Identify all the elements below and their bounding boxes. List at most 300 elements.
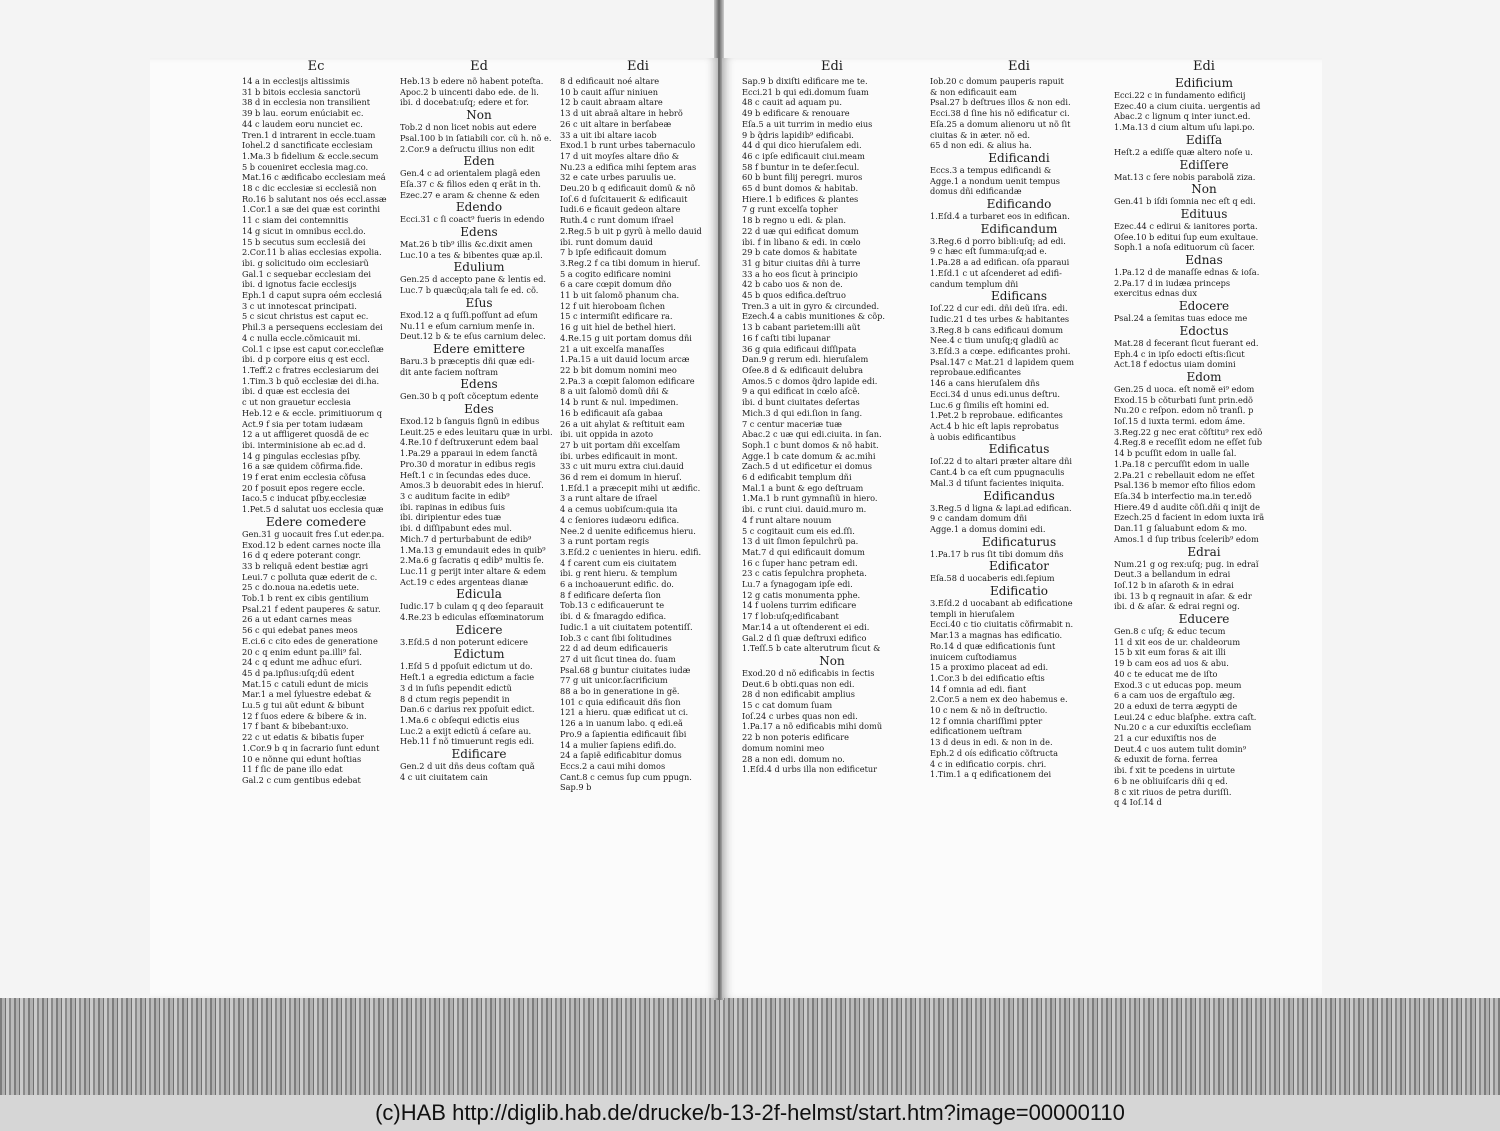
entry-line: 1.Cor.1 a sæ dei quæ est corinthi xyxy=(242,204,380,215)
entry-line: 6 d edificabit templum dñi xyxy=(742,472,852,483)
entry-line: 3.Eſd.5 d non poterunt edicere xyxy=(400,636,528,647)
running-head: Edi xyxy=(1008,59,1030,74)
entry-line xyxy=(242,204,390,215)
entry-line: Psal.147 c Mat.21 d lapidem quem xyxy=(930,356,1074,367)
entry-line: 16 a sæ quidem cõfirma.fide. xyxy=(242,461,363,472)
entry-line: Eſa.58 d uocaberis edi.ſepium xyxy=(930,573,1055,584)
entry-line xyxy=(242,504,390,515)
entry-line: Dan.9 g rerum edi. hieruſalem xyxy=(742,354,869,365)
headword: Non xyxy=(1191,182,1217,197)
entry-line: 1.Eſd.1 c ut aſcenderet ad edifi- xyxy=(930,267,1062,278)
entry-line: Mar.14 a ut oſtenderent ei edi. xyxy=(742,621,870,632)
entry-line: 1.Eſd.1 a præcepit mihi ut ædific. xyxy=(560,482,701,493)
entry-line: 15 b secutus sum ecclesiã dei xyxy=(242,236,366,247)
entry-line: 1.Tim.1 a q edificationem dei xyxy=(930,769,1052,780)
entry-line: 1.Pa.17 a nõ edificabis mihi domũ xyxy=(742,721,883,732)
entry-line: Eſa.34 b interfectio ma.in ter.edõ xyxy=(1114,490,1252,501)
running-head: Ec xyxy=(307,59,325,74)
entry-line: 7 b ipſe edificauit domum xyxy=(560,247,667,258)
entry-line: 11 b uit ſalomõ phanum cha. xyxy=(560,290,680,301)
entry-line: dit ante faciem noſtram xyxy=(400,366,499,377)
entry-line: 77 g uit unicor.ſacrificium xyxy=(560,675,668,686)
entry-line: 2.Pa.3 a cœpit ſalomon edificare xyxy=(560,375,695,386)
running-head-spacer xyxy=(242,58,390,76)
entry-line xyxy=(242,311,390,322)
entry-line: Phil.3 a persequens ecclesiam dei xyxy=(242,322,383,333)
entry-line: 39 b lau. eorum enúciabit ec. xyxy=(242,108,364,119)
entry-line: 14 b pcuſſit edom in ualle ſal. xyxy=(1114,448,1237,459)
entry-line: Eph.4 c in ipſo edocti eſtis:ſicut xyxy=(1114,348,1245,359)
entry-line: 14 a in ecclesijs altissimis xyxy=(242,76,350,86)
column-5 xyxy=(742,58,922,998)
entry-line xyxy=(242,247,390,258)
entry-line: 2.Cor.5 a nem ex deo habemus e. xyxy=(930,694,1068,705)
entry-line: 11 f ſic de pane illo edat xyxy=(242,764,343,775)
entry-line: Exod.12 b ſanguis ſignũ in edibus xyxy=(400,416,540,427)
entry-line: 1.Teſſ.5 b cate alterutrum ſicut & xyxy=(742,643,881,654)
entry-line xyxy=(242,408,390,419)
entry-line: 1.Ma.6 c obſequi edictis eius xyxy=(400,714,520,725)
entry-line xyxy=(242,140,390,151)
entry-line: Sap.9 b dixiſti edificare me te. xyxy=(742,76,868,86)
entry-line: 29 b cate domos & habitate xyxy=(742,247,857,258)
entry-line: 13 b cabant parietem:illi aũt xyxy=(742,322,861,333)
entry-line: edificationem ueſtram xyxy=(930,726,1022,737)
entry-line: Nu.20 c reſpon. edom nõ tranſi. p xyxy=(1114,405,1254,416)
scanner-noise-band xyxy=(0,998,1500,1095)
headword: Edocere xyxy=(1178,299,1230,314)
entry-line: Soph.1 c bunt domos & nõ habit. xyxy=(742,439,879,450)
entry-line: Ecci.38 d ſine his nõ edificatur ci. xyxy=(930,108,1070,119)
entry-line: Gal.2 d ſi quæ deſtruxi edifico xyxy=(742,632,867,643)
entry-line: 16 b edificauit aſa gabaa xyxy=(560,407,663,418)
entry-line: 15 c cat domum ſuam xyxy=(742,700,833,711)
entry-line: Psal.100 b in ſatiabili cor. cũ h. nõ e. xyxy=(400,132,552,143)
entry-line: 3 a runt altare de iſrael xyxy=(560,493,658,504)
entry-line: 1.Ma.13 d cium altum uſu lapi.po. xyxy=(1114,122,1255,133)
headword: Ednas xyxy=(1185,253,1223,268)
entry-line: Amos.1 d ſup tribus ſcelerib⁹ edom xyxy=(1114,533,1259,544)
headword: Edificium xyxy=(1175,76,1233,90)
entry-line: Hiere.49 d audite cõſi.dñi q inijt de xyxy=(1114,501,1260,512)
entry-line: 31 g bitur ciuitas dñi à turre xyxy=(742,257,861,268)
entry-line: 4 c ſeniores iudæoru edifica. xyxy=(560,514,680,525)
entry-line: 1.Pa.17 b rus ſit tibi domum dñs xyxy=(930,548,1064,559)
entry-line: 17 d uit moyſes altare dño & xyxy=(560,150,680,161)
entry-line: Psal.27 b deſtrues illos & non edi. xyxy=(930,97,1071,108)
entry-line: 44 c laudem eoru nunciet ec. xyxy=(242,118,363,129)
entry-line: Sap.9 b xyxy=(560,782,592,793)
entry-line: domus dñi edificandæ xyxy=(930,186,1022,197)
entry-line: ibi. uit oppida in azoto xyxy=(560,429,654,440)
entry-line: 16 d q edere poterant congr. xyxy=(242,550,361,561)
entry-line: 40 c te educat me de iſto xyxy=(1114,668,1218,679)
entry-line: Act.4 b hic eſt lapis reprobatus xyxy=(930,420,1059,431)
entry-line: Heſt.2 a ediſſe quæ altero noſe u. xyxy=(1114,146,1253,157)
entry-line: 36 g quia edificaui diſſipata xyxy=(742,343,857,354)
entry-line: 65 d non edi. & alius ha. xyxy=(930,140,1032,151)
headword: Edificandus xyxy=(983,488,1055,503)
headword: Edificatus xyxy=(988,442,1050,457)
entry-line: 45 b quos edifica.deſtruo xyxy=(742,290,846,301)
entry-line: 17 f bant & bibebant:uxo. xyxy=(242,721,349,732)
entry-line: 56 c qui edebat panes meos xyxy=(242,625,358,636)
entry-line: 31 b bitois ecclesia sanctorü xyxy=(242,86,361,97)
entry-line: Hiere.1 b edifices & plantes xyxy=(742,193,859,204)
entry-line: Luc.6 g ſimilis eſt homini ed. xyxy=(930,399,1050,410)
headword: Eſus xyxy=(465,295,493,310)
entry-line: Col.1 c ipse est caput cor.eccleſiæ xyxy=(242,343,384,354)
entry-line: Nu.11 e eſum carnium menſe in. xyxy=(400,320,535,331)
headword: Edendo xyxy=(455,200,503,215)
entry-line: Nee.4 c tium unuſq;q gladiũ ac xyxy=(930,335,1059,346)
entry-line: 26 c uit altare in berſabeæ xyxy=(560,118,672,129)
entry-line: Mal.1 a bunt & ego deſtruam xyxy=(742,482,864,493)
entry-line: 10 e nõnne qui edunt hoſtias xyxy=(242,753,362,764)
entry-line: 3 a runt portam regis xyxy=(560,536,650,547)
entry-line: 20 c q enim edunt pa.illi⁹ fal. xyxy=(242,646,362,657)
entry-line: 16 f caſti tibi lupanar xyxy=(742,332,831,343)
entry-line: ciuitas & in æter. nõ ed. xyxy=(930,129,1030,140)
entry-line xyxy=(242,354,390,365)
entry-line xyxy=(242,461,390,472)
entry-line: Ecci.40 c tio ciuitatis cõfirmabit n. xyxy=(930,619,1074,630)
entry-line: 6 b ne obliuiſcaris dñi q ed. xyxy=(1114,775,1228,786)
entry-line: Exod.12 b edent carnes nocte illa xyxy=(242,539,381,550)
entry-line xyxy=(242,108,390,119)
entry-line: Heb.12 e & eccle. primitiuorum q xyxy=(242,407,382,418)
entry-line: Gen.41 b iſdi ſomnia nec eſt q edi. xyxy=(1114,196,1256,207)
entry-line: Ioſ.12 b in aſaroth & in edrai xyxy=(1114,579,1234,590)
headword: Edificaturus xyxy=(981,534,1057,549)
entry-line: ibi. d & aſar. & edrai regni og. xyxy=(1114,601,1240,612)
headword: Edificandi xyxy=(988,150,1050,165)
entry-line: 3.Reg.6 d porro bibli:uſq; ad edi. xyxy=(930,235,1066,246)
entry-line xyxy=(242,365,390,376)
entry-line: 20 f posuit epos regere eccle. xyxy=(242,482,365,493)
entry-line: 12 f omnia chariſſimi ppter xyxy=(930,715,1043,726)
entry-line: Ezech.25 d facient in edom iuxta irã xyxy=(1114,512,1265,523)
entry-line: 2.Ma.6 g ſacratis q edib⁹ multis ſe. xyxy=(400,555,544,566)
entry-line: 26 a ut edant carnes meas xyxy=(242,614,352,625)
entry-line: à uobis edificantibus xyxy=(930,431,1016,442)
entry-line: q 4 Ioſ.14 d xyxy=(1114,797,1162,808)
headword: Eden xyxy=(463,154,495,169)
entry-line: 32 e cate urbes paruulis ue. xyxy=(560,172,677,183)
entry-line: 38 d in ecclesia non transilient xyxy=(242,97,371,108)
entry-line: Ecci.34 d unus edi.unus deſtru. xyxy=(930,388,1060,399)
entry-line xyxy=(242,269,390,280)
entry-line: Eccs.2 a caui mihi domos xyxy=(560,761,666,771)
entry-line: 3 c auditum facite in edib⁹ xyxy=(400,490,510,501)
entry-line: 22 d ad deum edificaueris xyxy=(560,643,668,654)
entry-line: Amos.3 b deuorabit edes in hieruſ. xyxy=(400,480,544,491)
entry-line xyxy=(242,386,390,397)
entry-line: Deu.20 b q edificauit domũ & nõ xyxy=(560,183,696,194)
entry-line: 8 d edificauit noé altare xyxy=(560,76,660,86)
entry-line xyxy=(242,172,390,183)
entry-line: Deut.4 c uos autem tulit domin⁹ xyxy=(1114,743,1247,754)
entry-line: Oſee.8 d & edificauit delubra xyxy=(742,364,864,375)
entry-line: Heſt.1 a egredia edictum a facie xyxy=(400,672,535,683)
entry-line: Eph.2 d oís edificatio cõſtructa xyxy=(930,747,1058,758)
entry-line: 4 f runt altare nouum xyxy=(742,514,832,525)
entry-line: 8 f edificare deſerta ſion xyxy=(560,589,661,600)
entry-line: 4 c uit ciuitatem cain xyxy=(400,771,488,782)
entry-line: 2.Cor.11 b alias ecclesias expolia. xyxy=(242,247,382,258)
entry-line: ibi. rapinas in edibus ſuis xyxy=(400,501,505,512)
entry-line: 4.Re.15 g uit portam domus dñi xyxy=(560,332,692,343)
headword: Edificare xyxy=(451,747,507,762)
entry-line: Cant.4 b ca eſt cum ppugnaculis xyxy=(930,467,1065,478)
entry-line: Exod.20 d nõ edificabis in ſectis xyxy=(742,667,875,678)
entry-line: 9 b q̃dris lapidib⁹ edificabi. xyxy=(742,129,854,140)
entry-line: c ut non grauetur ecclesia xyxy=(242,397,351,408)
entry-line: Tren.1 d intrarent in eccle.tuam xyxy=(242,129,376,140)
entry-line: Exod.15 b cõturbati ſunt prin.edõ xyxy=(1114,394,1253,405)
entry-line: Luc.2 a exijt edictũ á ceſare au. xyxy=(400,725,532,736)
entry-line: Lu.5 g tui aũt edunt & bibunt xyxy=(242,700,365,711)
entry-line: Iudic.21 d tes urbes & habitantes xyxy=(930,313,1070,324)
entry-line: Nu.20 c a cur eduxiſtis eccleſiam xyxy=(1114,722,1252,733)
entry-line: 1.Ma.1 b runt gymnaſiũ in hiero. xyxy=(742,493,878,504)
entry-line: Oſee.10 b editui ſup eum exultaue. xyxy=(1114,231,1259,242)
headword: Edictum xyxy=(453,647,505,662)
entry-line xyxy=(242,397,390,408)
entry-line: Ro.14 d quæ edificationis ſunt xyxy=(930,640,1056,651)
entry-line: 14 g pingulas ecclesias pſby. xyxy=(242,450,361,461)
entry-line xyxy=(242,151,390,162)
entry-line: 4 c in edificatio corpis. chri. xyxy=(930,758,1047,769)
entry-line: ibi. d & ſmaragdo edifica. xyxy=(560,611,667,622)
entry-line: 4 c nulla eccle.cõmicauit mi. xyxy=(242,332,361,343)
entry-line: 4 f carent cum eis ciuitatem xyxy=(560,557,677,568)
entry-line: 58 f buntur in te deſer.ſecul. xyxy=(742,161,860,172)
entry-line: Act.18 f edoctus uiam domini xyxy=(1114,359,1236,370)
entry-line: Mat.15 c catuli edunt de micis xyxy=(242,678,369,689)
entry-line: 6 a care cœpit domum dño xyxy=(560,279,672,290)
entry-line xyxy=(242,376,390,387)
entry-line: Apoc.2 b uincenti dabo ede. de li. xyxy=(400,86,539,97)
entry-line: Num.21 g og rex:uſq; pug. in edraĩ xyxy=(1114,558,1259,569)
entry-line: 1.Pa.29 a pparaui in edem ſanctã xyxy=(400,448,538,459)
entry-line xyxy=(242,183,390,194)
entry-line: ibi. g rent hieru. & templum xyxy=(560,568,678,579)
entry-line: 46 c ipſe edificauit ciui.meam xyxy=(742,150,865,161)
headword: Ediſſere xyxy=(1179,157,1229,172)
entry-line: 24 c q edunt me adhuc eſuri. xyxy=(242,657,362,668)
entry-line: 1.Teff.2 c fratres ecclesiarum dei xyxy=(242,364,379,375)
entry-line xyxy=(242,322,390,333)
entry-line: Iohel.2 d sanctificate ecclesiam xyxy=(242,140,373,151)
entry-line: templi in hieruſalem xyxy=(930,608,1015,619)
entry-line: Luc.11 g perijt inter altare & edem xyxy=(400,565,546,576)
entry-line xyxy=(242,451,390,462)
entry-line: Mat.28 d fecerant ſicut fuerant ed. xyxy=(1114,337,1259,348)
entry-line: Iob.20 c domum pauperis rapuit xyxy=(930,76,1064,86)
entry-line: 1.Pa.28 a ad edifican. oſa pparaui xyxy=(930,257,1070,268)
entry-line: Mich.7 d perturbabunt de edib⁹ xyxy=(400,533,532,544)
entry-line: Nu.23 a edifica mihi ſeptem aras xyxy=(560,161,697,172)
entry-line: 2.Pa.17 d in iudæa princeps xyxy=(1114,277,1231,288)
entry-line: 36 d rem ei domum in hieruſ. xyxy=(560,472,682,483)
entry-line: 13 d uit ſimon ſepulchrũ pa. xyxy=(742,536,859,547)
entry-line: 25 c do.noua na.edetis uete. xyxy=(242,582,360,593)
entry-line: Pro.30 d moratur in edibus regis xyxy=(400,458,536,469)
entry-line: 18 b regno u edi. & plan. xyxy=(742,215,846,226)
entry-line: Tob.2 d non licet nobis aut edere xyxy=(400,122,537,133)
entry-line: 1.Cor.3 b dei edificatio eſtis xyxy=(930,672,1045,683)
entry-line: 3.Reg.22 g nec erat cõſtitu⁹ rex edõ xyxy=(1114,426,1263,437)
entry-line: Pro.9 a ſapientia edificauit ſibi xyxy=(560,728,687,739)
headword: Edens xyxy=(460,225,498,240)
headword: Edificandum xyxy=(980,221,1058,236)
entry-line: 5 c cogitauit cum eis ed.ſſi. xyxy=(742,525,855,536)
entry-line: Ioſ.22 d to altari præter altare dñi xyxy=(930,456,1072,467)
entry-line: 27 d uit ſicut tinea do. ſuam xyxy=(560,653,676,664)
entry-line: Heſt.1 c in ſecundas edes duce. xyxy=(400,469,531,480)
entry-line: ibi. d diſſipabunt edes mul. xyxy=(400,523,512,534)
right-page xyxy=(722,58,1322,998)
entry-line: 19 b cam eos ad uos & abu. xyxy=(1114,658,1229,669)
entry-line: Gen.30 b q poſt cõceptum edente xyxy=(400,391,539,402)
headword: Edoctus xyxy=(1179,323,1229,338)
entry-line: Gen.25 d accepto pane & lentis ed. xyxy=(400,274,546,285)
entry-line: 11 d xit eos de ur. chaldeorum xyxy=(1114,636,1241,647)
column-6 xyxy=(930,58,1108,998)
entry-line: 15 b xit eum foras & ait illi xyxy=(1114,647,1226,658)
entry-line xyxy=(242,162,390,173)
entry-line: 13 d deus in edi. & non in de. xyxy=(930,737,1053,748)
entry-line: 1.Cor.9 b q in ſacrario ſunt edunt xyxy=(242,742,380,753)
entry-line: Mich.3 d qui edi.ſion in ſang. xyxy=(742,407,863,418)
entry-line: Eſa.37 c & filios eden q erãt in th. xyxy=(400,178,541,189)
entry-line: 3.Reg.2 f ca tibi domum in hieruſ. xyxy=(560,257,701,268)
entry-line: 6 a cam uos de ergaſtulo æg. xyxy=(1114,690,1235,701)
entry-line: 146 a cans hieruſalem dñs xyxy=(930,378,1040,389)
entry-line xyxy=(242,344,390,355)
entry-line: Mal.3 d tiſunt facientes iniquita. xyxy=(930,477,1065,488)
entry-line: 33 a uit ibi altare iacob xyxy=(560,129,657,140)
entry-line: 1.Eſd.4 a turbaret eos in edifican. xyxy=(930,211,1070,222)
entry-line: 4 a cemus uobiſcum:quia ita xyxy=(560,504,678,515)
entry-line: Eſa.25 a domum alienoru ut nõ ſit xyxy=(930,118,1071,129)
entry-line: 8 d ctum regis pependit in xyxy=(400,693,510,704)
entry-line: Ecci.31 c ſi coact⁹ fueris in edendo xyxy=(400,214,545,225)
entry-line: 1.Eſd.4 d urbs illa non edificetur xyxy=(742,764,878,775)
column-3 xyxy=(400,58,558,998)
entry-line: 5 c sicut christus est caput ec. xyxy=(242,311,369,322)
entry-line xyxy=(242,130,390,141)
entry-line: 22 c ut edatis & bibatis ſuper xyxy=(242,732,364,743)
column-2 xyxy=(242,58,390,998)
entry-line xyxy=(242,440,390,451)
entry-line: 14 f omnia ad edi. fiant xyxy=(930,683,1027,694)
entry-line: Ezec.40 a cium ciuita. uergentis ad xyxy=(1114,100,1261,111)
entry-line: ibi. c runt ciui. dauid.muro m. xyxy=(742,504,867,515)
entry-line: 101 c quia edificauit dñs ſion xyxy=(560,696,681,707)
entry-line: 21 a uit excelſa manaſſes xyxy=(560,343,665,354)
entry-line: Gen.8 c uſq; & educ tecum xyxy=(1114,626,1226,637)
entry-line: ibi. d quæ est ecclesia dei xyxy=(242,386,350,397)
entry-line: 9 a qui edificat in cœlo aſcẽ. xyxy=(742,386,860,397)
entry-line: 60 b bunt filij peregri. muros xyxy=(742,172,863,183)
entry-line: Amos.5 c domos q̃dro lapide edi. xyxy=(742,375,878,386)
entry-line: 12 b cauit abraam altare xyxy=(560,97,663,108)
entry-line: Ezec.27 e aram & chenne & eden xyxy=(400,189,540,200)
entry-line: 21 a cur eduxiſtis nos de xyxy=(1114,733,1217,744)
entry-line: ibi. runt domum dauid xyxy=(560,236,653,247)
headword: Edificatio xyxy=(989,584,1049,599)
entry-line: 14 a mulier ſapiens edifi.do. xyxy=(560,739,677,750)
headword: Edituus xyxy=(1180,206,1228,221)
entry-line: Gen.4 c ad orientalem plagã eden xyxy=(400,168,541,179)
entry-line: Gen.2 d uit dñs deus coſtam quã xyxy=(400,761,535,772)
entry-line: 3.Eſd.2 c uenientes in hieru. edifi. xyxy=(560,546,702,557)
entry-line: Act.9 f sia per totam iudæam xyxy=(242,418,363,429)
entry-line: Deut.6 b obti.quas non edi. xyxy=(742,678,855,689)
entry-line: Psal.136 b memor eſto filios edom xyxy=(1114,480,1256,491)
headword: Educere xyxy=(1178,612,1230,627)
headword: Edrai xyxy=(1187,544,1221,559)
entry-line: 49 b edificare & renouare xyxy=(742,108,850,119)
headword: Edes xyxy=(464,402,494,417)
entry-line: Leuit.25 e edes leuitaru quæ in urbi. xyxy=(400,426,553,437)
entry-line: 20 a eduxi de terra ægypti de xyxy=(1114,700,1238,711)
entry-line: 8 c xit riuos de petra duriſſi. xyxy=(1114,786,1232,797)
entry-line: 65 d bunt domos & habitab. xyxy=(742,183,859,194)
entry-line: Iudi.6 e ficauit gedeon altare xyxy=(560,204,681,215)
column-4 xyxy=(560,58,716,998)
entry-line: Soph.1 a noſa edituorum cũ ſacer. xyxy=(1114,242,1255,253)
entry-line: Ioſ.24 c urbes quas non edi. xyxy=(742,710,858,721)
entry-line: 33 a ho eos ſicut à principio xyxy=(742,268,858,279)
entry-line: 14 g sicut in omnibus eccl.do. xyxy=(242,225,366,236)
entry-line: Dan.11 g ſaluabunt edom & mo. xyxy=(1114,523,1247,534)
entry-line: 1.Pa.15 a uit dauid locum arcæ xyxy=(560,354,690,365)
entry-line: 88 a bo in generatione in gẽ. xyxy=(560,686,680,697)
entry-line: 126 a in uanum labo. q edi.eã xyxy=(560,718,683,729)
entry-line: 7 g runt excelſa topher xyxy=(742,204,838,215)
headword: Non xyxy=(466,108,492,123)
entry-line: 16 c ſuper hanc petram edi. xyxy=(742,557,858,568)
running-head: Edi xyxy=(627,59,649,74)
entry-line xyxy=(242,194,390,205)
entry-line: ibi. f in libano & edi. in cœlo xyxy=(742,236,861,247)
entry-line: 13 d uit abraã altare in hebrõ xyxy=(560,108,683,119)
headword: Edere emittere xyxy=(432,341,526,356)
entry-line: Abac.2 c uæ qui edi.ciuita. in ſan. xyxy=(742,429,882,440)
entry-line: 22 b non poteris edificare xyxy=(742,732,849,743)
entry-line: ibi. interminisione ab ec.ad d. xyxy=(242,439,366,450)
entry-line: ibi. d p corpore eius q est eccl. xyxy=(242,354,370,365)
entry-line: candum templum dñi xyxy=(930,278,1019,289)
entry-line xyxy=(242,472,390,483)
entry-line: 121 a hieru. quæ edificat ut ci. xyxy=(560,707,689,718)
entry-line: 45 d pa.ipſius:uſq;dū edent xyxy=(242,667,355,678)
entry-line: 2.Pa.21 c rebellauit edom ne eſſet xyxy=(1114,469,1255,480)
entry-line: Dan.6 c darius rex ppoſuit edict. xyxy=(400,704,535,715)
entry-line: 17 f lob:uſq;edificabant xyxy=(742,611,839,622)
entry-line: 12 g catis monumenta pphe. xyxy=(742,589,861,600)
entry-line: 24 a ſapiẽ edificabitur domus xyxy=(560,750,682,761)
entry-line xyxy=(242,237,390,248)
entry-line: Mar.1 a mel ſyluestre edebat & xyxy=(242,689,372,700)
entry-line: Abac.2 c lignum q inter iunct.ed. xyxy=(1114,111,1251,122)
entry-line: Eccs.3 a tempus edificandi & xyxy=(930,164,1052,175)
entry-line: 11 c siam dei contemnitis xyxy=(242,215,349,226)
entry-line: Mat.16 c ædificabo ecclesiam meá xyxy=(242,172,386,183)
